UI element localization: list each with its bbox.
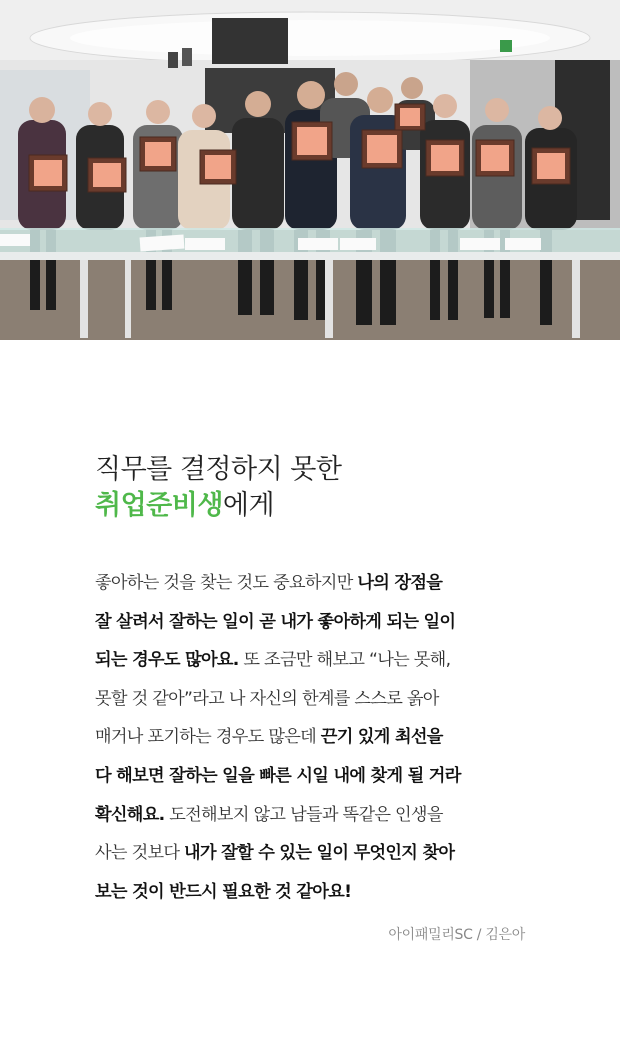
body-text-segment: 못할 것 같아”라고 나 자신의 한계를 스스로 옭아	[95, 688, 439, 709]
body-line	[95, 603, 535, 642]
body-line	[95, 757, 535, 796]
body-line	[95, 641, 535, 680]
body-text-segment: 사는 것보다	[95, 843, 185, 864]
body-emphasis: 끈기 있게 최선을	[320, 727, 443, 748]
body-emphasis: 보는 것이 반드시 필요한 것 같아요!	[95, 881, 352, 902]
heading-line-1: 직무를 결정하지 못한	[95, 454, 342, 485]
body-text-segment: 도전해보지 않고 남들과 똑같은 인생을	[164, 804, 443, 825]
heading-suffix: 에게	[222, 490, 275, 521]
body-emphasis: 잘 살려서 잘하는 일이 곧 내가 좋아하게 되는 일이	[95, 611, 456, 632]
body-emphasis: 다 해보면 잘하는 일을 빠른 시일 내에 찾게 될 거라	[95, 765, 461, 786]
body-text-segment: 또 조금만 해보고 “나는 못해,	[238, 650, 451, 671]
body-emphasis: 내가 잘할 수 있는 일이 무엇인지 찾아	[184, 843, 455, 864]
body-line	[95, 834, 535, 873]
body-emphasis: 되는 경우도 많아요.	[95, 650, 239, 671]
body-line	[95, 680, 535, 719]
body-emphasis: 나의 장점을	[357, 573, 443, 593]
group-photo	[0, 0, 620, 340]
body-line	[95, 796, 535, 835]
heading	[95, 452, 535, 524]
body-text-segment: 좋아하는 것을 찾는 것도 중요하지만	[95, 573, 358, 593]
body-line	[95, 873, 535, 912]
body-emphasis: 확신해요.	[95, 804, 165, 825]
heading-line-2	[95, 488, 535, 524]
body-line	[95, 564, 535, 603]
byline: 아이패밀리SC / 김은아	[388, 927, 525, 943]
body-line	[95, 718, 535, 757]
body-paragraph	[95, 564, 535, 911]
group-photo-illustration	[0, 0, 620, 340]
heading-accent: 취업준비생	[95, 490, 223, 521]
body-text-segment: 매거나 포기하는 경우도 많은데	[95, 727, 321, 748]
